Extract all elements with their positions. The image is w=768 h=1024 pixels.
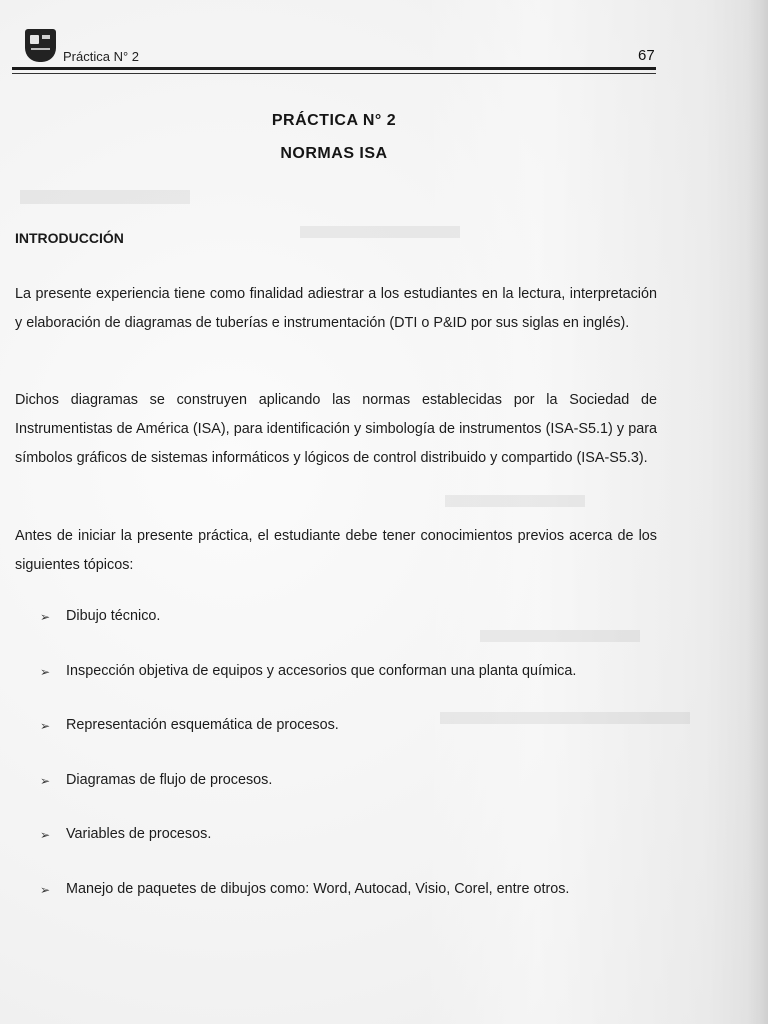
intro-paragraph-1: La presente experiencia tiene como finalidad adiestrar a los estudiantes en la lectura, interpretación y elaboración de diagramas de tuberías e instrumentación (DTI o P&ID por sus siglas en inglés). [15, 286, 657, 331]
arrowhead-bullet-icon: ➢ [40, 828, 51, 843]
arrowhead-bullet-icon: ➢ [40, 773, 51, 788]
practice-subtitle: NORMAS ISA [280, 145, 388, 162]
practice-title: PRÁCTICA N° 2 [271, 112, 397, 129]
university-crest-icon [25, 29, 56, 62]
page-number: 67 [638, 47, 655, 64]
intro-paragraph-3: Antes de iniciar la presente práctica, el estudiante debe tener conocimientos previos acerca de los siguientes tópicos: [15, 528, 657, 573]
section-heading: INTRODUCCIÓN [15, 230, 124, 246]
list-item-text: Inspección objetiva de equipos y accesorios que conforman una planta química. [66, 662, 577, 679]
running-header-label: Práctica N° 2 [63, 49, 140, 64]
arrowhead-bullet-icon: ➢ [40, 882, 51, 897]
intro-paragraph-2: Dichos diagramas se construyen aplicando las normas establecidas por la Sociedad de Instrumentistas de América (ISA), para identificación y simbología de instrumentos (ISA-S5.1) y para símbolos gráficos de sistemas informáticos y lógicos de control distribuido y compartido (ISA-S5.3). [15, 392, 657, 466]
header-rule-thick [12, 67, 656, 70]
bleed-through-mark [445, 495, 585, 507]
arrowhead-bullet-icon: ➢ [40, 664, 51, 679]
bleed-through-mark [20, 190, 190, 204]
header-rule-thin [12, 73, 656, 74]
list-item-text: Manejo de paquetes de dibujos como: Word, Autocad, Visio, Corel, entre otros. [66, 880, 570, 897]
list-item [40, 653, 680, 708]
list-item-text: Representación esquemática de procesos. [66, 717, 339, 734]
list-item [40, 598, 680, 653]
arrowhead-bullet-icon: ➢ [40, 719, 51, 734]
list-item [40, 762, 680, 817]
list-item [40, 707, 680, 762]
page-edge-shadow [748, 0, 768, 1024]
prerequisite-topics-list [40, 598, 680, 926]
list-item-text: Dibujo técnico. [66, 608, 161, 624]
list-item-text: Diagramas de flujo de procesos. [66, 771, 273, 788]
list-item [40, 816, 680, 871]
bleed-through-mark [300, 226, 460, 238]
list-item [40, 871, 680, 926]
list-item-text: Variables de procesos. [66, 826, 212, 843]
arrowhead-bullet-icon: ➢ [40, 610, 51, 624]
